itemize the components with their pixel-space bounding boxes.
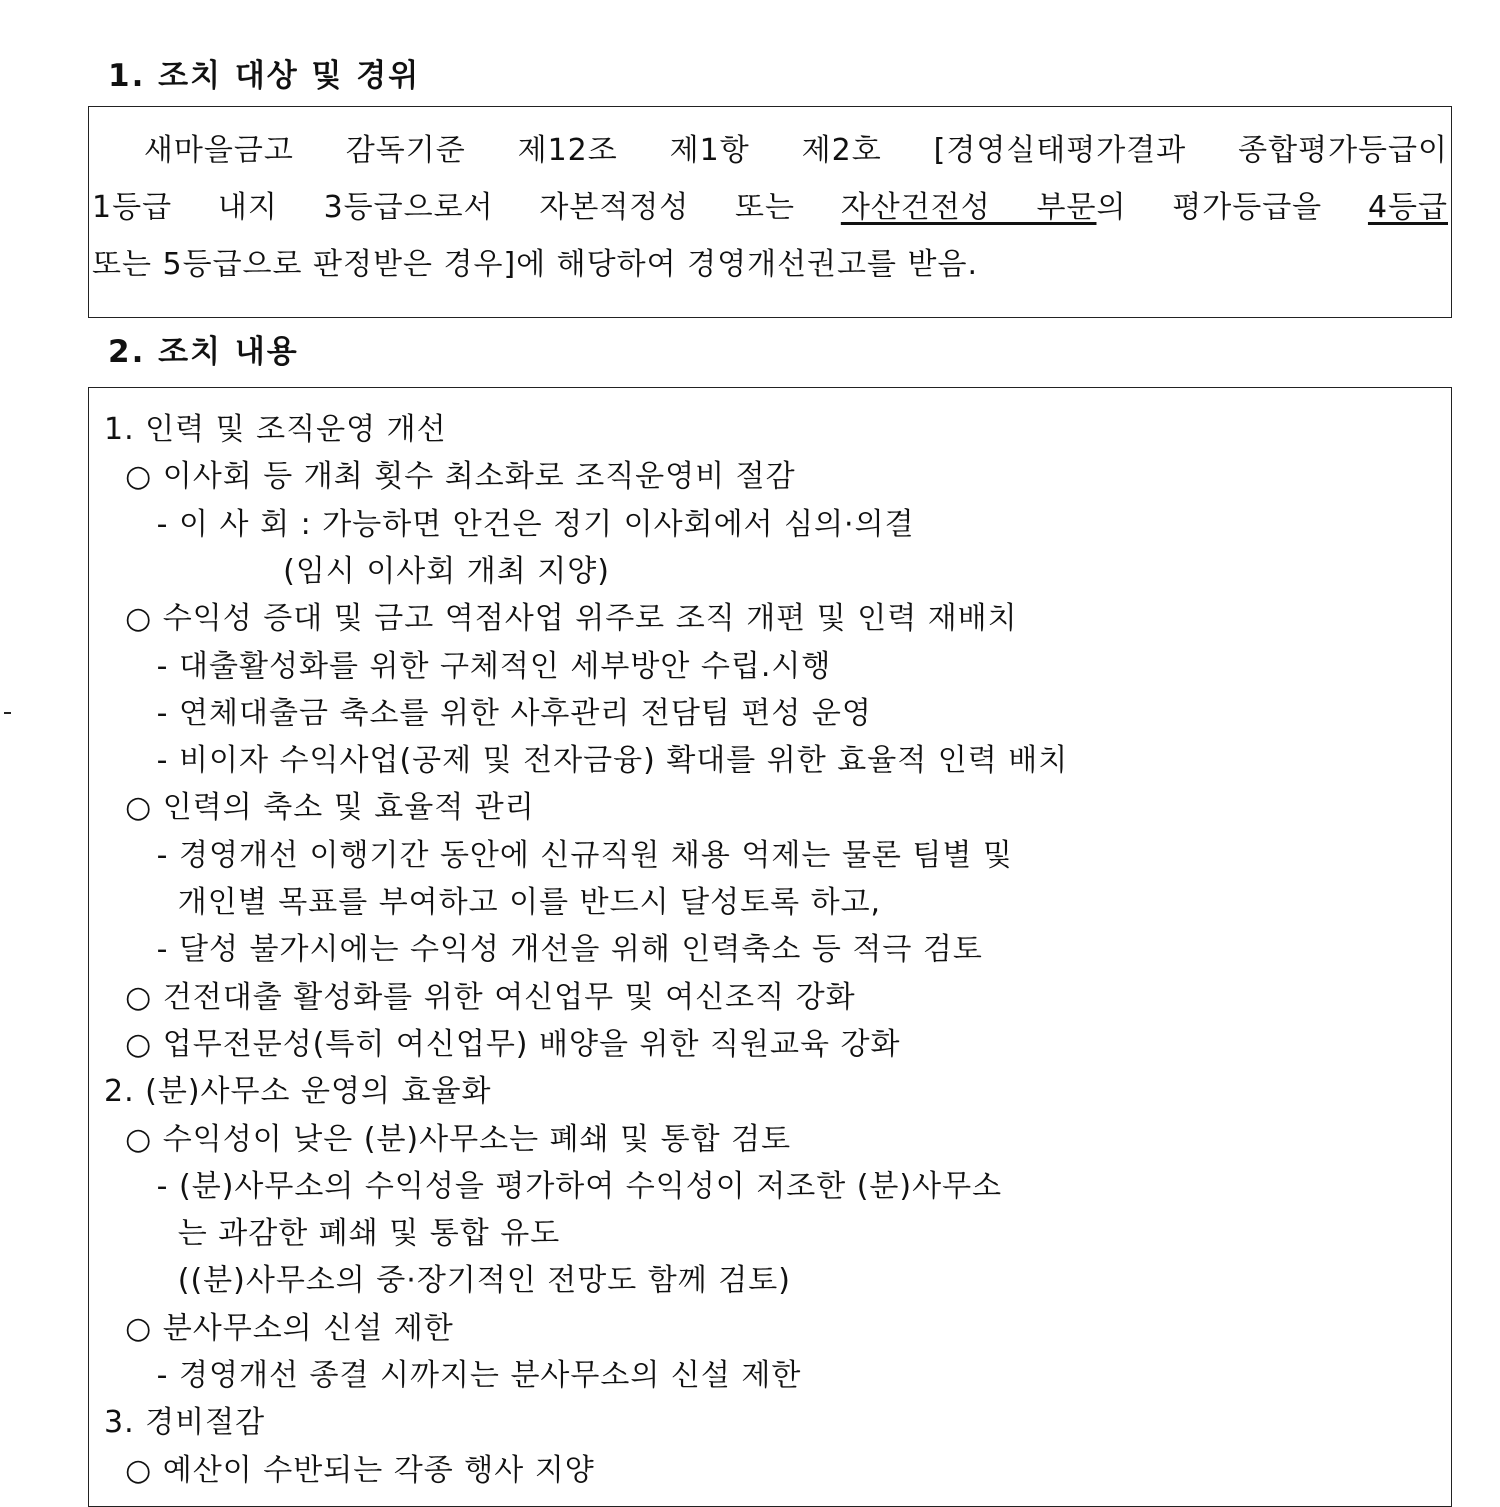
section1-line: [92, 131, 1448, 171]
section2-line: - (분)사무소의 수익성을 평가하여 수익성이 저조한 (분)사무소: [104, 1168, 1003, 1204]
section2-line: - 경영개선 종결 시까지는 분사무소의 신설 제한: [104, 1358, 802, 1393]
section2-line: - 대출활성화를 위한 구체적인 세부방안 수립.시행: [104, 648, 832, 684]
section2-line: ○ 수익성이 낮은 (분)사무소는 폐쇄 및 통합 검토: [104, 1121, 792, 1157]
underlined-text: 자산건전성 부문: [840, 190, 1097, 225]
section2-line: ○ 이사회 등 개최 횟수 최소화로 조직운영비 절감: [104, 459, 796, 495]
section2-line: (임시 이사회 개최 지양): [104, 553, 610, 589]
margin-mark: [4, 712, 11, 714]
underlined-text: 4등급: [1367, 190, 1448, 225]
section2-line: 개인별 목표를 부여하고 이를 반드시 달성토록 하고,: [104, 885, 882, 920]
section2-line: ○ 수익성 증대 및 금고 역점사업 위주로 조직 개편 및 인력 재배치: [104, 601, 1018, 637]
section2-line: - 연체대출금 축소를 위한 사후관리 전담팀 편성 운영: [104, 695, 872, 731]
text-segment: 의 평가등급을: [1096, 190, 1368, 225]
section2-line: ○ 건전대출 활성화를 위한 여신업무 및 여신조직 강화: [104, 979, 856, 1015]
section2-line: ((분)사무소의 중·장기적인 전망도 함께 검토): [104, 1263, 791, 1299]
section2-line: ○ 분사무소의 신설 제한: [104, 1310, 454, 1346]
section2-line: - 경영개선 이행기간 동안에 신규직원 채용 억제는 물론 팀별 및: [104, 837, 1013, 873]
section2-line: 는 과감한 폐쇄 및 통합 유도: [104, 1216, 561, 1252]
section2-line: ○ 인력의 축소 및 효율적 관리: [104, 790, 535, 826]
section2-line: ○ 업무전문성(특히 여신업무) 배양을 위한 직원교육 강화: [104, 1026, 901, 1062]
section1-heading: 1. 조치 대상 및 경위: [108, 58, 421, 94]
text-segment: 또는 5등급으로 판정받은 경우]에 해당하여 경영개선권고를 받음.: [92, 247, 979, 282]
section2-line: 2. (분)사무소 운영의 효율화: [104, 1074, 492, 1110]
section2-line: ○ 예산이 수반되는 각종 행사 지양: [104, 1452, 595, 1488]
section2-line: 1. 인력 및 조직운영 개선: [104, 412, 447, 447]
section2-line: - 비이자 수익사업(공제 및 전자금융) 확대를 위한 효율적 인력 배치: [104, 743, 1069, 779]
text-segment: 1등급 내지 3등급으로서 자본적정성 또는: [92, 190, 841, 225]
section1-line: [92, 188, 1448, 228]
text-segment: 새마을금고 감독기준 제12조 제1항 제2호 [경영실태평가결과 종합평가등급이: [92, 133, 1448, 168]
section2-heading: 2. 조치 내용: [108, 334, 299, 370]
section1-line: [92, 245, 978, 285]
section2-line: - 이 사 회 : 가능하면 안건은 정기 이사회에서 심의·의결: [104, 506, 915, 542]
section2-line: 3. 경비절감: [104, 1405, 266, 1441]
section2-line: - 달성 불가시에는 수익성 개선을 위해 인력축소 등 적극 검토: [104, 932, 983, 968]
